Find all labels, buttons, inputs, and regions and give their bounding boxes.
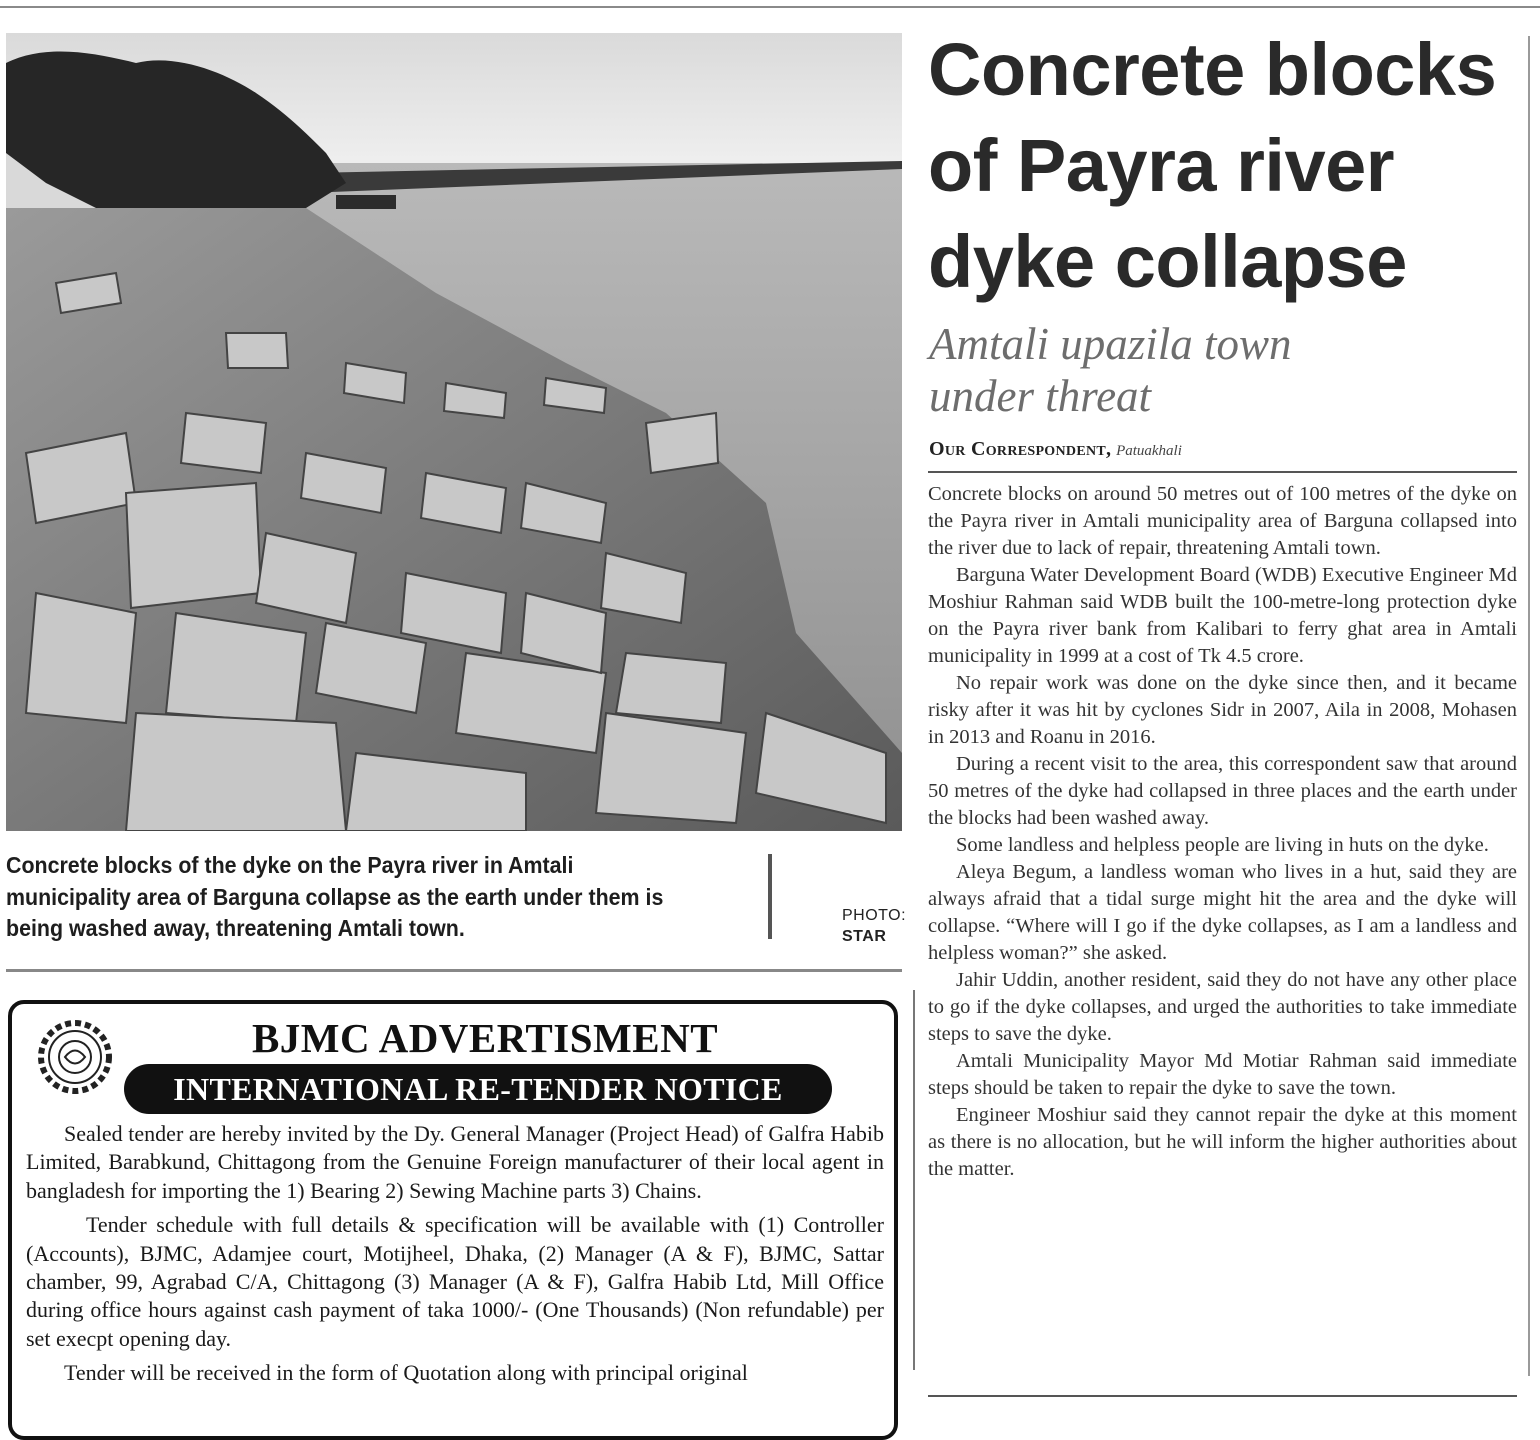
byline-rule — [928, 471, 1517, 473]
dyke-photo-illustration — [6, 33, 902, 831]
article-paragraph: No repair work was done on the dyke since then, and it became risky after it was hit by cyclones Sidr in 2007, Aila in 2008, Mohasen in 2013 and Roanu in 2016. — [928, 672, 1517, 748]
ad-paragraph: Sealed tender are hereby invited by the Dy. General Manager (Project Head) of Galfra Habib Limited, Barabkund, Chittagong from the Genuine Foreign manufacturer of their local agent in bangladesh for importing the 1) Bearing 2) Sewing Machine parts 3) Chains. — [26, 1121, 884, 1203]
subhead-line: under threat — [929, 371, 1152, 421]
article-paragraph: Some landless and helpless people are living in huts on the dyke. — [956, 834, 1489, 856]
article-byline — [929, 438, 1519, 461]
article-paragraph: During a recent visit to the area, this correspondent saw that around 50 metres of the dyke had collapsed in three places and the earth under the blocks had been washed away. — [928, 753, 1517, 829]
article-paragraph: Jahir Uddin, another resident, said they do not have any other place to go if the dyke collapses, and urged the authorities to take immediate steps to save the dyke. — [928, 969, 1517, 1045]
top-rule — [0, 6, 1540, 8]
byline-place: Patuakhali — [1116, 443, 1182, 459]
article-headline — [928, 22, 1528, 310]
photo-credit-source: STAR — [842, 928, 887, 945]
page-edge-rule — [1528, 36, 1530, 1376]
byline-author: Our Correspondent, — [929, 438, 1112, 460]
article-paragraph: Aleya Begum, a landless woman who lives in a hut, said they are always afraid that a tidal surge might hit the area and the dyke will collapse. “Where will I go if the dyke collapses, as I am a landless and helpless woman?” she asked. — [928, 861, 1517, 964]
column-divider — [913, 990, 915, 1370]
subhead-line: Amtali upazila town — [929, 319, 1292, 369]
ad-title: BJMC ADVERTISMENT — [251, 1015, 719, 1061]
caption-divider — [768, 854, 772, 939]
headline-line: Concrete blocks — [928, 28, 1497, 111]
article-bottom-rule — [928, 1395, 1517, 1397]
photo-credit-label: PHOTO: — [842, 907, 907, 924]
ad-body — [26, 1120, 884, 1394]
ad-paragraph: Tender will be received in the form of Quotation along with principal original — [64, 1360, 748, 1386]
photo-caption: Concrete blocks of the dyke on the Payra river in Amtali municipality area of Barguna collapse as the earth under them is being washed away, threatening Amtali town. — [6, 852, 664, 941]
photo-credit — [842, 905, 906, 947]
headline-line: of Payra river — [928, 124, 1395, 207]
bjmc-advertisement — [8, 1000, 898, 1440]
ad-subtitle-banner: INTERNATIONAL RE-TENDER NOTICE — [124, 1064, 832, 1114]
article-paragraph: Engineer Moshiur said they cannot repair the dyke at this moment as there is no allocation, but he will inform the higher authorities about the matter. — [928, 1104, 1517, 1180]
article-paragraph: Barguna Water Development Board (WDB) Executive Engineer Md Moshiur Rahman said WDB built the 100-metre-long protection dyke on the Payra river bank from Kalibari to ferry ghat area in Amtali municipality in 1999 at a cost of Tk 4.5 crore. — [928, 564, 1517, 667]
section-divider — [6, 969, 902, 972]
headline-line: dyke collapse — [928, 220, 1407, 303]
news-photo — [6, 33, 902, 831]
article-paragraph: Concrete blocks on around 50 metres out of 100 metres of the dyke on the Payra river in Amtali municipality area of Barguna collapsed into the river due to lack of repair, threatening Amtali town. — [928, 483, 1517, 559]
ad-paragraph: Tender schedule with full details & specification will be available with (1) Controller (Accounts), BJMC, Adamjee court, Motijheel, Dhaka, (2) Manager (A & F), BJMC, Sattar chamber, 99, Agrabad C/A, Chittagong (3) Manager (A & F), Galfra Habib Ltd, Mill Office during office hours against cash payment of taka 1000/- (One Thousands) (Non refundable) per set execpt opening day. — [26, 1212, 884, 1351]
article-body — [928, 481, 1517, 1183]
article-paragraph: Amtali Municipality Mayor Md Motiar Rahman said immediate steps should be taken to repair the dyke to save the town. — [928, 1050, 1517, 1099]
article-subheadline — [929, 318, 1529, 422]
